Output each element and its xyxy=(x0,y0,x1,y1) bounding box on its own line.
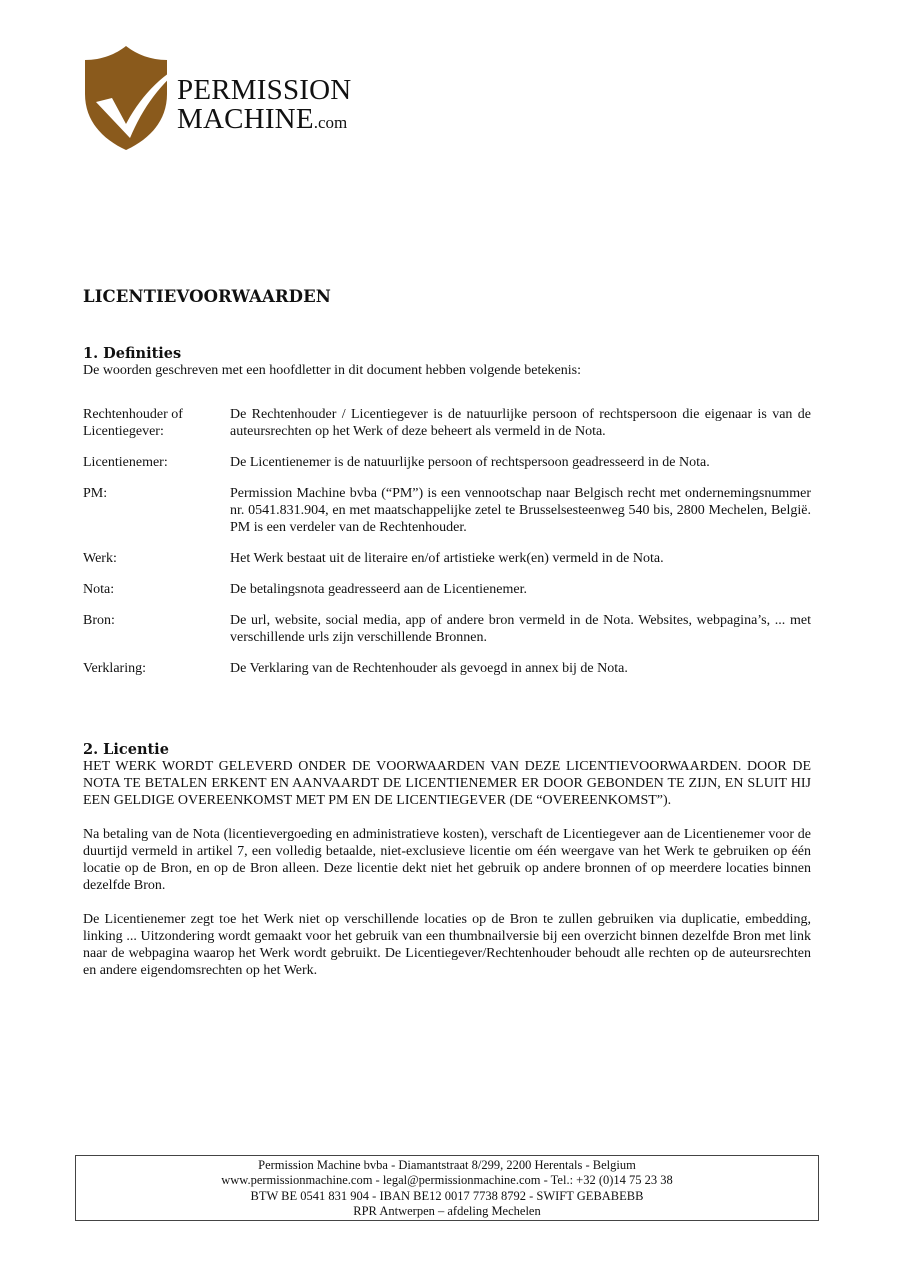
definition-description: De betalingsnota geadresseerd aan de Licentienemer. xyxy=(230,582,527,597)
definition-term: Nota: xyxy=(83,582,115,597)
footer-banking-line: BTW BE 0541 831 904 - IBAN BE12 0017 7738 8792 - SWIFT GEBABEBB xyxy=(250,1188,644,1203)
definition-term: Licentienemer: xyxy=(83,455,168,470)
definitions-intro: De woorden geschreven met een hoofdletter in dit document hebben volgende betekenis: xyxy=(83,363,581,378)
definition-term: Rechtenhouder of Licentiegever: xyxy=(83,407,183,439)
definition-row xyxy=(83,550,811,567)
section-heading-license: 2. Licentie xyxy=(83,741,169,758)
section-license xyxy=(83,741,811,996)
definition-term: Bron: xyxy=(83,613,115,628)
definition-description: Permission Machine bvba (“PM”) is een vennootschap naar Belgisch recht met ondernemingsnummer nr. 0541.831.904, en met maatschappelijke zetel te Brusselsesteenweg 540 bis, 2800 Mechelen, België. PM is een verdeler van de Rechtenhouder. xyxy=(230,486,811,535)
license-paragraph: De Licentienemer zegt toe het Werk niet op verschillende locaties op de Bron te zullen gebruiken via duplicatie, embedding, linking ... Uitzondering wordt gemaakt voor het gebruik van een thumbnailversie bij een overzicht binnen dezelfde Bron met link naar de webpagina waarop het Werk wordt gebruikt. De Licentiegever/Rechtenhouder behoudt alle rechten op de auteursrechten en andere eigendomsrechten op het Werk. xyxy=(83,912,811,978)
company-logo xyxy=(82,44,372,154)
definition-row xyxy=(83,581,811,598)
definitions-list xyxy=(83,406,811,691)
definition-row xyxy=(83,660,811,677)
brand-name-line1: PERMISSION xyxy=(177,74,352,106)
license-paragraph: Na betaling van de Nota (licentievergoeding en administratieve kosten), verschaft de Licentiegever aan de Licentienemer voor de duurtijd vermeld in artikel 7, een volledig betaalde, niet-exclusieve licentie om één weergave van het Werk te gebruiken op één locatie op de Bron, en op de Bron alleen. Deze licentie dekt niet het gebruik op andere bronnen of op meerdere locaties binnen dezelfde Bron. xyxy=(83,827,811,893)
definition-description: De Verklaring van de Rechtenhouder als gevoegd in annex bij de Nota. xyxy=(230,661,628,676)
brand-name-line2 xyxy=(177,105,347,134)
definition-term: Verklaring: xyxy=(83,661,146,676)
license-paragraph: HET WERK WORDT GELEVERD ONDER DE VOORWAARDEN VAN DEZE LICENTIEVOORWAARDEN. DOOR DE NOTA TE BETALEN ERKENT EN AANVAARDT DE LICENTIENEMER ER DOOR GEBONDEN TE ZIJN, EN SLUIT HIJ EEN GELDIGE OVEREENKOMST MET PM EN DE LICENTIEGEVER (DE “OVEREENKOMST”). xyxy=(83,759,811,808)
definition-term: Werk: xyxy=(83,551,117,566)
footer-contact-line: www.permissionmachine.com - legal@permissionmachine.com - Tel.: +32 (0)14 75 23 38 xyxy=(221,1173,673,1188)
document-title: LICENTIEVOORWAARDEN xyxy=(83,287,331,306)
definition-row xyxy=(83,454,811,471)
definition-row xyxy=(83,485,811,536)
brand-domain-suffix: .com xyxy=(313,113,348,132)
brand-name-main: MACHINE xyxy=(177,103,314,135)
footer-registry-line: RPR Antwerpen – afdeling Mechelen xyxy=(353,1203,541,1218)
definition-term: PM: xyxy=(83,486,108,501)
footer-address-line: Permission Machine bvba - Diamantstraat 8/299, 2200 Herentals - Belgium xyxy=(258,1158,636,1172)
definition-row xyxy=(83,612,811,646)
definition-row xyxy=(83,406,811,440)
shield-shape xyxy=(85,46,167,150)
section-heading-definitions: 1. Definities xyxy=(83,345,182,362)
definition-description: De Licentienemer is de natuurlijke persoon of rechtspersoon geadresseerd in de Nota. xyxy=(230,455,710,470)
company-footer xyxy=(75,1155,819,1221)
definition-description: Het Werk bestaat uit de literaire en/of artistieke werk(en) vermeld in de Nota. xyxy=(230,551,664,566)
definition-description: De Rechtenhouder / Licentiegever is de natuurlijke persoon of rechtspersoon die eigenaar is van de auteursrechten op het Werk of deze beheert als vermeld in de Nota. xyxy=(230,407,811,439)
definition-description: De url, website, social media, app of andere bron vermeld in de Nota. Websites, webpagina’s, ... met verschillende urls zijn verschillende Bronnen. xyxy=(230,613,811,645)
section-definitions xyxy=(83,345,818,379)
